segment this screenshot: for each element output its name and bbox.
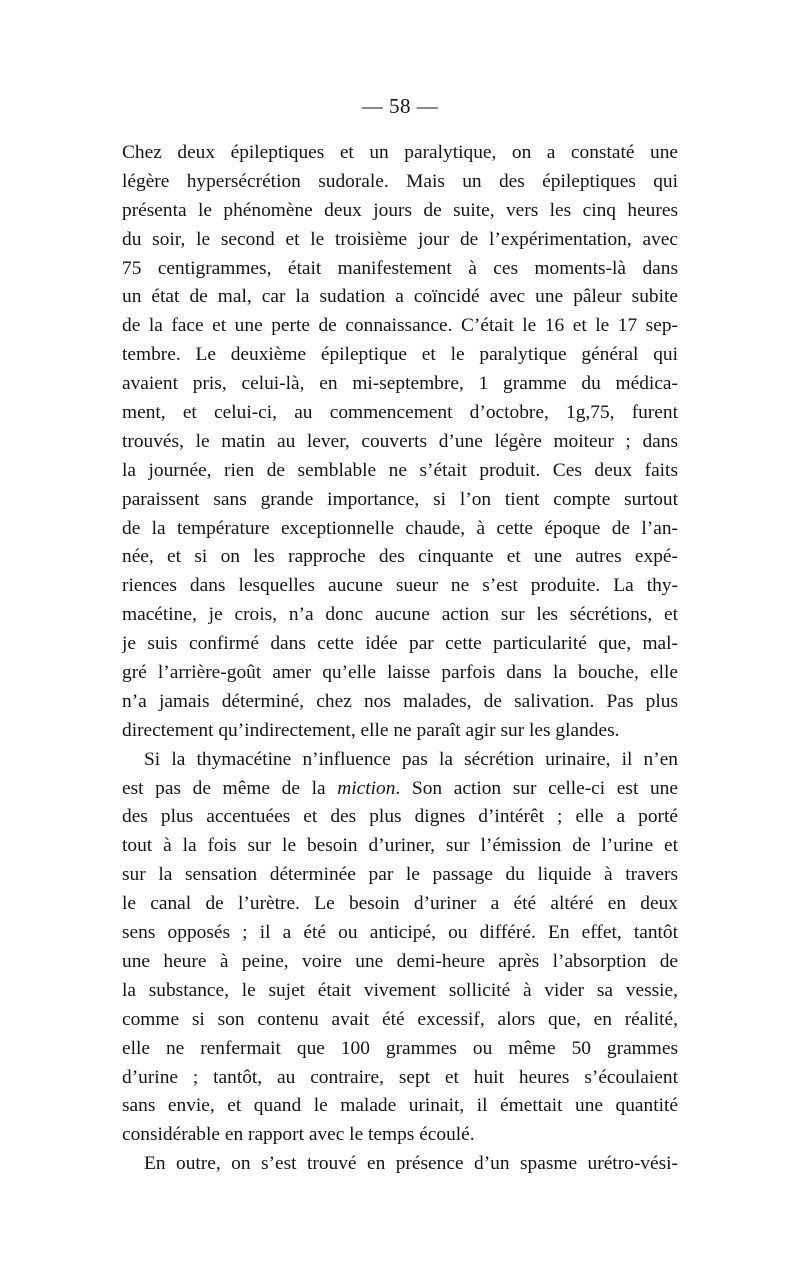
text-line: une heure à peine, voire une demi-heure après l’absorption de <box>122 950 678 972</box>
text-line: directement qu’indirectement, elle ne paraît agir sur les glandes. <box>122 719 620 741</box>
text-line: née, et si on les rapproche des cinquante et une autres expé- <box>122 546 678 568</box>
text-line: d’urine ; tantôt, au contraire, sept et huit heures s’écoulaient <box>122 1066 678 1088</box>
text-line: n’a jamais déterminé, chez nos malades, de salivation. Pas plus <box>122 690 678 712</box>
text-line: ment, et celui-ci, au commencement d’octobre, 1g,75, furent <box>122 402 678 424</box>
text-line: riences dans lesquelles aucune sueur ne s’est produite. La thy- <box>122 575 678 597</box>
text-line: présenta le phénomène deux jours de suite, vers les cinq heures <box>122 199 678 221</box>
text-line: elle ne renfermait que 100 grammes ou même 50 grammes <box>122 1037 678 1059</box>
text-segment: est pas de même de la <box>122 777 326 799</box>
text-line: la journée, rien de semblable ne s’était produit. Ces deux faits <box>122 459 678 481</box>
text-line: gré l’arrière-goût amer qu’elle laisse parfois dans la bouche, elle <box>122 662 678 684</box>
text-line: macétine, je crois, n’a donc aucune action sur les sécrétions, et <box>122 604 678 626</box>
text-line: légère hypersécrétion sudorale. Mais un des épileptiques qui <box>122 170 678 192</box>
text-line: un état de mal, car la sudation a coïncidé avec une pâleur subite <box>122 286 678 308</box>
text-segment: . Son action sur celle-ci est une <box>395 777 678 799</box>
text-line: la substance, le sujet était vivement sollicité à vider sa vessie, <box>122 979 678 1001</box>
text-line: paraissent sans grande importance, si l’on tient compte surtout <box>122 488 678 510</box>
text-line: sens opposés ; il a été ou anticipé, ou différé. En effet, tantôt <box>122 922 678 944</box>
text-line-with-italic <box>122 775 678 804</box>
text-line: trouvés, le matin au lever, couverts d’une légère moiteur ; dans <box>122 430 678 452</box>
body-text <box>122 139 678 1179</box>
text-line: de la face et une perte de connaissance. C’était le 16 et le 17 sep- <box>122 315 678 337</box>
text-line: comme si son contenu avait été excessif, alors que, en réalité, <box>122 1008 678 1030</box>
text-line: le canal de l’urètre. Le besoin d’uriner a été altéré en deux <box>122 893 678 915</box>
text-line: 75 centigrammes, était manifestement à ces moments-là dans <box>122 257 678 279</box>
text-line: du soir, le second et le troisième jour de l’expérimentation, avec <box>122 228 678 250</box>
text-line: tout à la fois sur le besoin d’uriner, sur l’émission de l’urine et <box>122 835 678 857</box>
italic-term: miction <box>337 777 396 799</box>
page-number: — 58 — <box>361 94 439 118</box>
text-line: avaient pris, celui-là, en mi-septembre, 1 gramme du médica- <box>122 373 678 395</box>
text-line: sur la sensation déterminée par le passage du liquide à travers <box>122 864 678 886</box>
text-line: de la température exceptionnelle chaude, à cette époque de l’an- <box>122 517 678 539</box>
text-line: tembre. Le deuxième épileptique et le paralytique général qui <box>122 344 678 366</box>
text-line: En outre, on s’est trouvé en présence d’un spasme urétro-vési- <box>144 1153 678 1175</box>
text-line: Si la thymacétine n’influence pas la sécrétion urinaire, il n’en <box>144 748 678 770</box>
text-line: sans envie, et quand le malade urinait, il émettait une quantité <box>122 1095 678 1117</box>
text-line: Chez deux épileptiques et un paralytique, on a constaté une <box>122 142 678 163</box>
text-line: des plus accentuées et des plus dignes d’intérêt ; elle a porté <box>122 806 678 828</box>
text-line: considérable en rapport avec le temps écoulé. <box>122 1124 475 1146</box>
text-line: je suis confirmé dans cette idée par cette particularité que, mal- <box>122 633 678 655</box>
